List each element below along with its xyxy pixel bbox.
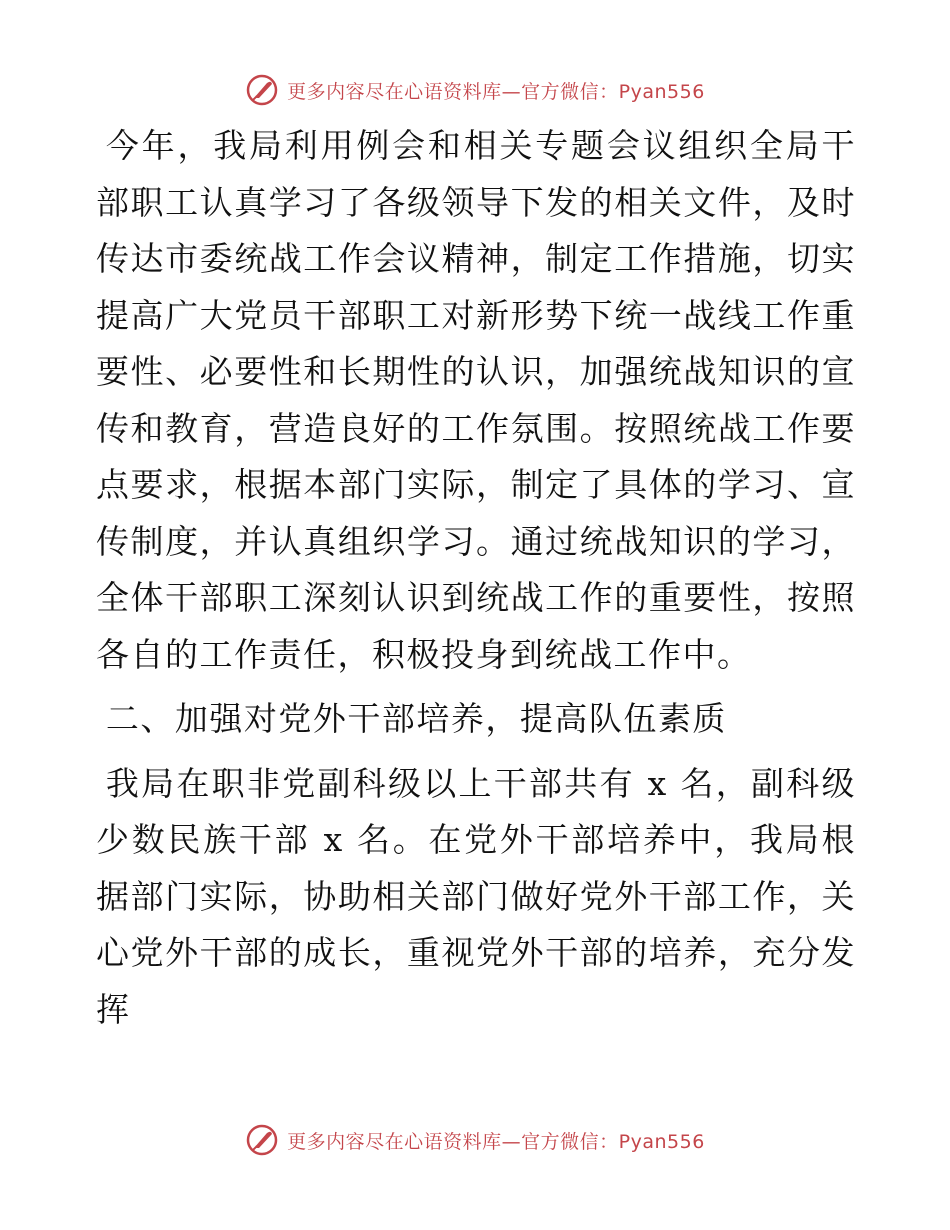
section-heading: 二、加强对党外干部培养，提高队伍素质 [105,699,727,738]
footer-banner [0,1118,950,1162]
document-body [96,118,856,1038]
quill-pen-icon [245,1123,279,1157]
banner-text: 更多内容尽在心语资料库—官方微信：Pyan556 [287,1130,705,1153]
header-banner [0,68,950,112]
banner-text: 更多内容尽在心语资料库—官方微信：Pyan556 [287,80,705,103]
paragraph: 我局在职非党副科级以上干部共有 x 名，副科级少数民族干部 x 名。在党外干部培养中，我局根据部门实际，协助相关部门做好党外干部工作，关心党外干部的成长，重视党外干部的培养，充分发挥 [96,763,856,1029]
paragraph: 今年，我局利用例会和相关专题会议组织全局干部职工认真学习了各级领导下发的相关文件，及时传达市委统战工作会议精神，制定工作措施，切实提高广大党员干部职工对新形势下统一战线工作重要性、必要性和长期性的认识，加强统战知识的宣传和教育，营造良好的工作氛围。按照统战工作要点要求，根据本部门实际，制定了具体的学习、宣传制度，并认真组织学习。通过统战知识的学习，全体干部职工深刻认识到统战工作的重要性，按照各自的工作责任，积极投身到统战工作中。 [96,126,856,674]
quill-pen-icon [245,73,279,107]
